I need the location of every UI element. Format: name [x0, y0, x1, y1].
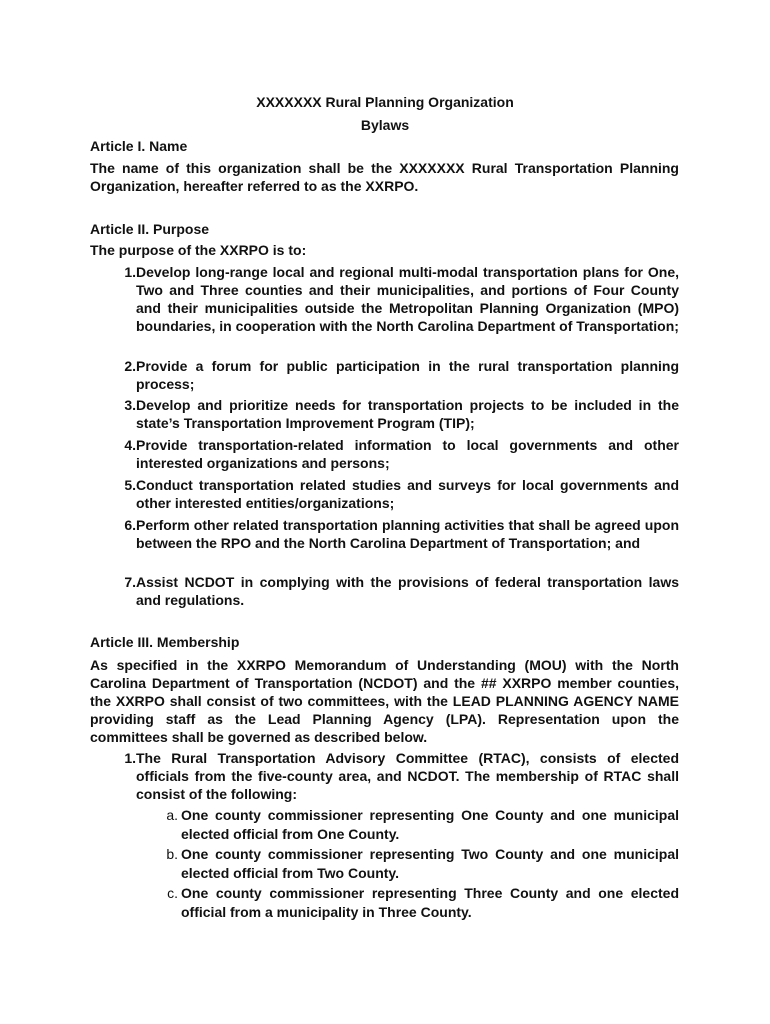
- article-3-text: As specified in the XXRPO Memorandum of Understanding (MOU) with the North Carolina Department of Transportation (NCDOT) and the ## XXRPO member counties, the XXRPO shall consist of two committees, with the LEAD PLANNING AGENCY NAME providing staff as the Lead Planning Agency (LPA). Representation upon the committees shall be governed as described below.: [90, 657, 679, 745]
- sub-item-text: One county commissioner representing Two County and one municipal elected official from Two County.: [181, 846, 679, 881]
- list-item-number: 1.: [124, 264, 136, 280]
- article-1-heading: Article I. Name: [90, 138, 188, 154]
- article-2-heading: Article II. Purpose: [90, 221, 210, 237]
- sub-item-letter: b.: [166, 846, 178, 862]
- sub-item-letter: a.: [166, 807, 178, 823]
- list-item-number: 1.: [124, 750, 136, 766]
- membership-sub-item: [90, 806, 679, 844]
- sub-item-letter: c.: [167, 885, 178, 901]
- purpose-list-item: [90, 357, 679, 393]
- list-item-text: The Rural Transportation Advisory Committee (RTAC), consists of elected officials from the five-county area, and NCDOT. The membership of RTAC shall consist of the following:: [136, 750, 679, 802]
- membership-sub-item: [90, 884, 679, 922]
- document-subtitle: Bylaws: [360, 117, 410, 133]
- purpose-list-item: [90, 516, 679, 552]
- list-item-number: 4.: [124, 437, 136, 453]
- list-item-text: Perform other related transportation planning activities that shall be agreed upon between the RPO and the North Carolina Department of Transportation; and: [136, 517, 679, 551]
- list-item-text: Conduct transportation related studies and surveys for local governments and other interested entities/organizations;: [136, 477, 679, 511]
- article-3-heading: Article III. Membership: [90, 634, 240, 650]
- membership-sub-item: [90, 845, 679, 883]
- purpose-list-item: [90, 436, 679, 472]
- purpose-list-item: [90, 476, 679, 512]
- purpose-list-item: [90, 396, 679, 432]
- list-item-text: Provide transportation-related information to local governments and other interested organizations and persons;: [136, 437, 679, 471]
- list-item-text: Develop and prioritize needs for transportation projects to be included in the state’s Transportation Improvement Program (TIP);: [136, 397, 679, 431]
- list-item-number: 3.: [124, 397, 136, 413]
- list-item-number: 5.: [124, 477, 136, 493]
- list-item-number: 7.: [124, 574, 136, 590]
- list-item-number: 6.: [124, 517, 136, 533]
- sub-item-text: One county commissioner representing One County and one municipal elected official from One County.: [181, 807, 679, 842]
- list-item-text: Develop long-range local and regional multi-modal transportation plans for One, Two and Three counties and their municipalities, and portions of Four County and their municipalities outside the Metropolitan Planning Organization (MPO) boundaries, in cooperation with the North Carolina Department of Transportation;: [136, 264, 679, 334]
- article-2-intro: The purpose of the XXRPO is to:: [90, 242, 307, 258]
- document-title: XXXXXXX Rural Planning Organization: [256, 94, 514, 110]
- list-item-number: 2.: [124, 358, 136, 374]
- sub-item-text: One county commissioner representing Three County and one elected official from a municipality in Three County.: [181, 885, 679, 920]
- list-item-text: Assist NCDOT in complying with the provisions of federal transportation laws and regulations.: [136, 574, 679, 608]
- purpose-list-item: [90, 263, 679, 335]
- article-1-text: The name of this organization shall be the XXXXXXX Rural Transportation Planning Organization, hereafter referred to as the XXRPO.: [90, 160, 679, 194]
- membership-list-item: [90, 749, 679, 803]
- list-item-text: Provide a forum for public participation in the rural transportation planning process;: [136, 358, 679, 392]
- purpose-list-item: [90, 573, 679, 609]
